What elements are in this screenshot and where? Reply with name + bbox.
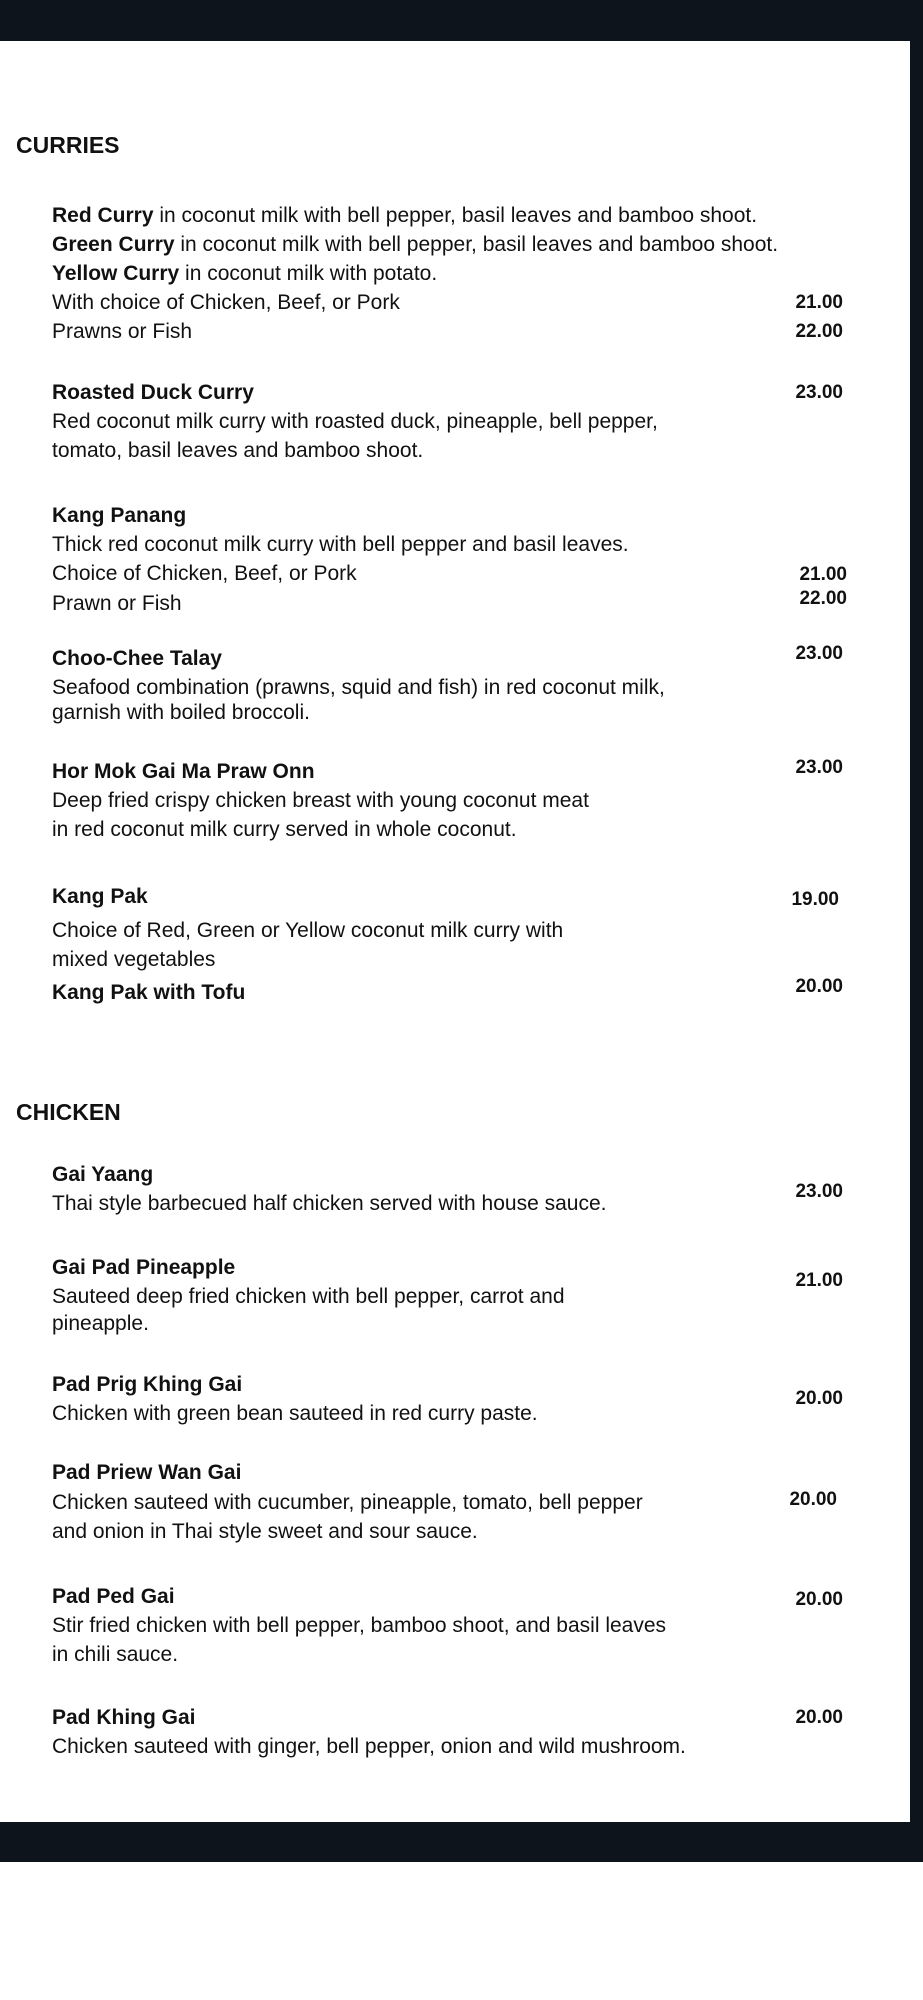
item-name-kang-pak-with-tofu: Kang Pak with Tofu (52, 981, 246, 1004)
item-name-kang-pak: Kang Pak (52, 885, 148, 908)
price: 23.00 (795, 1181, 843, 1202)
price: 20.00 (795, 1589, 843, 1610)
item-description: in chili sauce. (52, 1643, 179, 1666)
item-description: in red coconut milk curry served in whole coconut. (52, 818, 517, 841)
option-label: With choice of Chicken, Beef, or Pork (52, 291, 400, 314)
price: 20.00 (795, 1707, 843, 1728)
item-name-kang-panang: Kang Panang (52, 504, 187, 527)
item-name-roasted-duck-curry: Roasted Duck Curry (52, 381, 254, 404)
price: 21.00 (799, 564, 847, 585)
price: 23.00 (795, 643, 843, 664)
item-description: Chicken sauteed with cucumber, pineapple, tomato, bell pepper (52, 1491, 643, 1514)
item-description: mixed vegetables (52, 948, 216, 971)
item-description: and onion in Thai style sweet and sour sauce. (52, 1520, 478, 1543)
price: 23.00 (795, 757, 843, 778)
price: 20.00 (795, 976, 843, 997)
item-description: Red coconut milk curry with roasted duck, pineapple, bell pepper, (52, 410, 658, 433)
item-name-pad-ped-gai: Pad Ped Gai (52, 1585, 175, 1608)
menu-item-yellow-curry (52, 259, 437, 288)
item-description: Thai style barbecued half chicken served with house sauce. (52, 1192, 607, 1215)
item-description: Chicken with green bean sauteed in red curry paste. (52, 1402, 538, 1425)
section-heading-curries: CURRIES (16, 132, 120, 158)
right-edge-bar (910, 41, 923, 1822)
price: 20.00 (795, 1388, 843, 1409)
item-description: Chicken sauteed with ginger, bell pepper, onion and wild mushroom. (52, 1735, 686, 1758)
price: 22.00 (795, 321, 843, 342)
blank-area (0, 1862, 923, 2000)
item-name-pad-khing-gai: Pad Khing Gai (52, 1706, 196, 1729)
item-name: Green Curry (52, 233, 175, 256)
item-description: garnish with boiled broccoli. (52, 701, 310, 724)
item-description: Thick red coconut milk curry with bell pepper and basil leaves. (52, 533, 629, 556)
item-name-gai-pad-pineapple: Gai Pad Pineapple (52, 1256, 236, 1279)
item-description: Sauteed deep fried chicken with bell pepper, carrot and (52, 1285, 565, 1308)
price: 21.00 (795, 1270, 843, 1291)
item-name-choo-chee-talay: Choo-Chee Talay (52, 647, 222, 670)
item-description: Choice of Red, Green or Yellow coconut milk curry with (52, 919, 564, 942)
item-description: Deep fried crispy chicken breast with young coconut meat (52, 789, 589, 812)
item-description: in coconut milk with bell pepper, basil leaves and bamboo shoot. (153, 204, 758, 227)
item-name-pad-prig-khing-gai: Pad Prig Khing Gai (52, 1373, 243, 1396)
item-name-hor-mok-gai-ma-praw-onn: Hor Mok Gai Ma Praw Onn (52, 760, 315, 783)
item-name: Red Curry (52, 204, 154, 227)
item-description: Seafood combination (prawns, squid and fish) in red coconut milk, (52, 676, 665, 699)
item-name: Yellow Curry (52, 262, 180, 285)
top-bar (0, 0, 923, 41)
item-name-gai-yaang: Gai Yaang (52, 1163, 154, 1186)
price: 20.00 (789, 1489, 837, 1510)
item-description: in coconut milk with potato. (179, 262, 438, 285)
item-description: pineapple. (52, 1312, 149, 1335)
price: 22.00 (799, 588, 847, 609)
price: 21.00 (795, 292, 843, 313)
price: 19.00 (791, 889, 839, 910)
price: 23.00 (795, 382, 843, 403)
item-description: Stir fried chicken with bell pepper, bamboo shoot, and basil leaves (52, 1614, 667, 1637)
menu-item-green-curry (52, 230, 778, 259)
item-name-pad-priew-wan-gai: Pad Priew Wan Gai (52, 1461, 242, 1484)
option-label: Choice of Chicken, Beef, or Pork (52, 562, 357, 585)
option-label: Prawns or Fish (52, 320, 193, 343)
item-description: tomato, basil leaves and bamboo shoot. (52, 439, 424, 462)
item-description: in coconut milk with bell pepper, basil leaves and bamboo shoot. (174, 233, 779, 256)
bottom-bar (0, 1822, 923, 1862)
option-label: Prawn or Fish (52, 592, 182, 615)
menu-item-red-curry (52, 201, 757, 230)
section-heading-chicken: CHICKEN (16, 1099, 121, 1125)
